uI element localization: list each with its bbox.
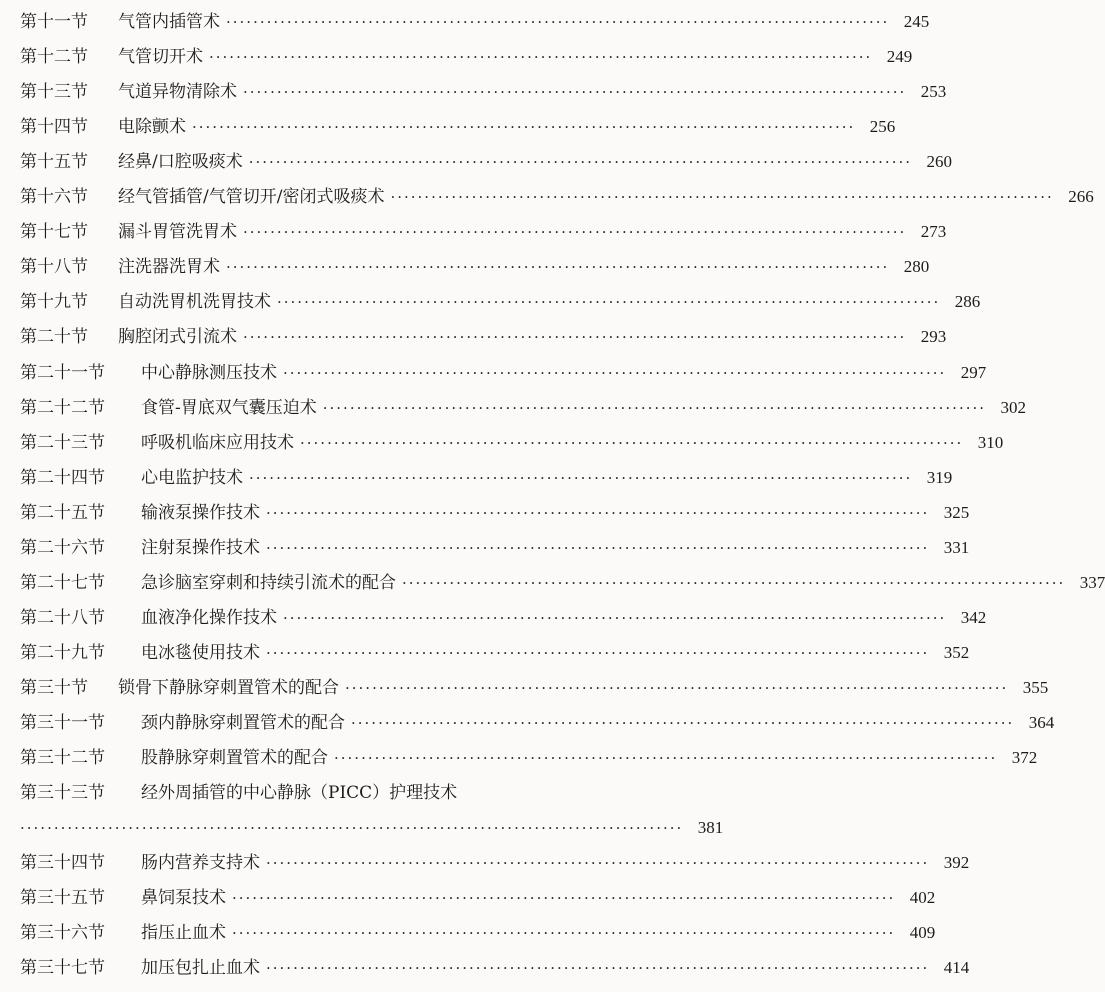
page-number: 402 [909,888,936,907]
section-number: 第三十六节 [20,923,105,943]
page-number: 319 [926,468,953,487]
toc-entry-14[interactable] [0,112,896,142]
section-number: 第十六节 [20,187,88,207]
section-title: 注射泵操作技术 [141,538,260,558]
section-title: 气管内插管术 [118,12,220,32]
toc-entry-23[interactable] [0,428,1004,458]
dot-leader: ·································································································· [266,644,930,662]
section-title: 股静脉穿刺置管术的配合 [141,748,328,768]
dot-leader: ·································································································· [20,819,684,837]
page-number: 352 [943,643,970,662]
dot-leader: ·································································································· [345,679,1009,697]
page-number: 297 [960,363,987,382]
page-number: 253 [920,82,947,101]
section-title: 中心静脉测压技术 [141,363,277,383]
section-title: 经外周插管的中心静脉（PICC）护理技术 [141,783,458,803]
toc-entry-19[interactable] [0,287,981,317]
section-title: 漏斗胃管洗胃术 [118,222,237,242]
toc-entry-31[interactable] [0,708,1055,738]
section-number: 第十二节 [20,47,88,67]
dot-leader: ·································································································· [243,328,907,346]
section-number: 第三十五节 [20,888,105,908]
toc-entry-15[interactable] [0,147,953,177]
dot-leader: ·································································································· [351,714,1015,732]
section-number: 第二十一节 [20,363,105,383]
toc-entry-16[interactable] [0,182,1094,212]
toc-entry-11[interactable] [0,7,930,37]
toc-entry-21[interactable] [0,358,987,388]
toc-entry-27[interactable] [0,568,1105,598]
toc-entry-18[interactable] [0,252,930,282]
toc-entry-20[interactable] [0,322,947,352]
dot-leader: ·································································································· [390,188,1054,206]
page-number: 286 [954,292,981,311]
section-number: 第三十一节 [20,713,105,733]
section-title: 加压包扎止血术 [141,958,260,978]
toc-entry-35[interactable] [0,883,936,913]
dot-leader: ·································································································· [266,959,930,977]
page-number: 364 [1028,713,1055,732]
dot-leader: ·································································································· [243,223,907,241]
section-number: 第十八节 [20,257,88,277]
page-number: 310 [977,433,1004,452]
page-number: 245 [903,12,930,31]
dot-leader: ·································································································· [283,609,947,627]
toc-entry-32[interactable] [0,743,1038,773]
dot-leader: ·································································································· [232,889,896,907]
page-number: 266 [1068,187,1094,206]
dot-leader: ·································································································· [226,258,890,276]
page-number: 337 [1079,573,1105,592]
toc-entry-12[interactable] [0,42,913,72]
section-title: 急诊脑室穿刺和持续引流术的配合 [141,573,396,593]
dot-leader: ·································································································· [232,924,896,942]
toc-entry-30[interactable] [0,673,1049,703]
section-number: 第十四节 [20,117,88,137]
dot-leader: ·································································································· [300,434,964,452]
toc-entry-34[interactable] [0,848,970,878]
section-number: 第二十节 [20,327,88,347]
section-title: 血液净化操作技术 [141,608,277,628]
dot-leader: ·································································································· [248,153,913,171]
section-number: 第二十二节 [20,398,105,418]
page-number: 260 [926,152,953,171]
toc-entry-29[interactable] [0,638,970,668]
page-number: 409 [909,923,936,942]
section-title: 呼吸机临床应用技术 [141,433,294,453]
section-title: 自动洗胃机洗胃技术 [118,292,271,312]
page-number: 302 [1000,398,1027,417]
dot-leader: ·································································································· [209,48,873,66]
dot-leader: ·································································································· [192,118,856,136]
toc-entry-13[interactable] [0,77,947,107]
section-number: 第十五节 [20,152,88,172]
section-number: 第二十五节 [20,503,105,523]
section-title: 胸腔闭式引流术 [118,327,237,347]
section-title: 颈内静脉穿刺置管术的配合 [141,713,345,733]
dot-leader: ·································································································· [277,293,941,311]
toc-entry-37[interactable] [0,953,970,983]
section-number: 第十三节 [20,82,88,102]
dot-leader: ·································································································· [266,504,930,522]
page-number: 392 [943,853,970,872]
section-number: 第三十四节 [20,853,105,873]
section-title: 心电监护技术 [141,468,243,488]
section-title: 肠内营养支持术 [141,853,260,873]
page-number: 342 [960,608,987,627]
page-number: 256 [869,117,896,136]
section-title: 经鼻/口腔吸痰术 [118,152,243,172]
section-title: 经气管插管/气管切开/密闭式吸痰术 [118,187,385,207]
section-number: 第二十七节 [20,573,105,593]
dot-leader: ·································································································· [226,13,890,31]
section-number: 第三十三节 [20,783,105,803]
page-number: 381 [697,818,724,837]
section-title: 电冰毯使用技术 [141,643,260,663]
section-number: 第二十九节 [20,643,105,663]
dot-leader: ·································································································· [243,83,907,101]
section-title: 食管-胃底双气囊压迫术 [141,398,317,418]
toc-entry-33-continuation[interactable] [0,813,724,843]
toc-entry-26[interactable] [0,533,970,563]
page-number: 355 [1022,678,1049,697]
section-number: 第三十七节 [20,958,105,978]
section-title: 注洗器洗胃术 [118,257,220,277]
section-title: 鼻饲泵技术 [141,888,226,908]
dot-leader: ·································································································· [266,539,930,557]
page-number: 293 [920,327,947,346]
section-title: 电除颤术 [118,117,186,137]
toc-entry-25[interactable] [0,498,970,528]
dot-leader: ·································································································· [334,749,998,767]
page-number: 325 [943,503,970,522]
toc-entry-28[interactable] [0,603,987,633]
section-number: 第三十节 [20,678,88,698]
section-number: 第二十三节 [20,433,105,453]
page-number: 273 [920,222,947,241]
section-number: 第十九节 [20,292,88,312]
section-title: 锁骨下静脉穿刺置管术的配合 [118,678,339,698]
section-title: 气道异物清除术 [118,82,237,102]
toc-entry-24[interactable] [0,463,953,493]
section-number: 第十一节 [20,12,88,32]
page-number: 414 [943,958,970,977]
page-number: 331 [943,538,970,557]
dot-leader: ·································································································· [322,399,987,417]
dot-leader: ·································································································· [283,364,947,382]
section-number: 第二十六节 [20,538,105,558]
toc-entry-17[interactable] [0,217,947,247]
section-title: 气管切开术 [118,47,203,67]
section-number: 第二十四节 [20,468,105,488]
section-number: 第十七节 [20,222,88,242]
page-number: 280 [903,257,930,276]
dot-leader: ·································································································· [266,854,930,872]
dot-leader: ·································································································· [249,469,913,487]
page-number: 372 [1011,748,1038,767]
section-title: 输液泵操作技术 [141,503,260,523]
section-title: 指压止血术 [141,923,226,943]
toc-entry-22[interactable] [0,393,1027,423]
toc-entry-33[interactable] [0,778,600,808]
section-number: 第二十八节 [20,608,105,628]
toc-entry-36[interactable] [0,918,936,948]
dot-leader: ·································································································· [402,574,1066,592]
page-number: 249 [886,47,913,66]
section-number: 第三十二节 [20,748,105,768]
